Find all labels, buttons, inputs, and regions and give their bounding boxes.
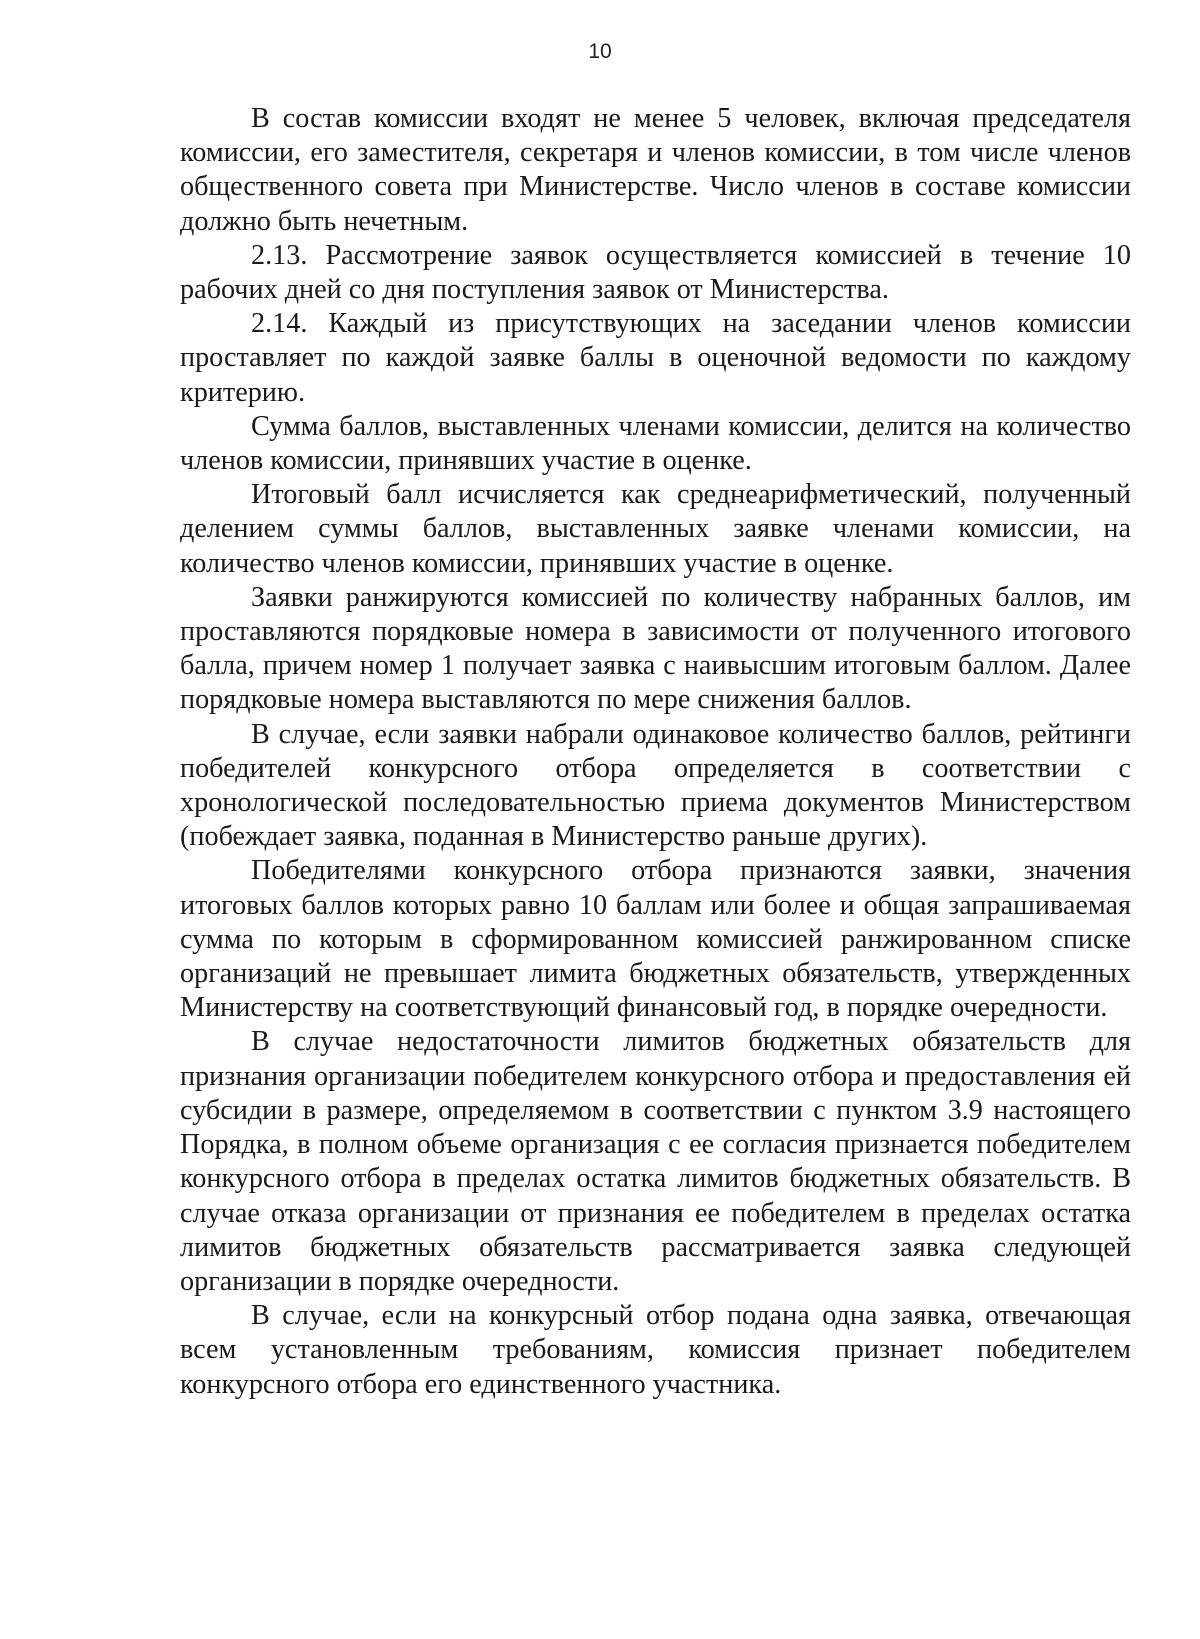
paragraph-2-13: 2.13. Рассмотрение заявок осуществляется комиссией в течение 10 рабочих дней со дня поступления заявок от Министерства. — [180, 239, 1131, 306]
page-number: 10 — [588, 40, 612, 63]
document-body — [180, 102, 1131, 1402]
paragraph-ranking: Заявки ранжируются комиссией по количеству набранных баллов, им проставляются порядковые номера в зависимости от полученного итогового балла, причем номер 1 получает заявка с наивысшим итоговым баллом. Далее порядковые номера выставляются по мере снижения баллов. — [180, 581, 1131, 716]
paragraph-winners: Победителями конкурсного отбора признаются заявки, значения итоговых баллов которых равно 10 баллам или более и общая запрашиваемая сумма по которым в сформированном комиссией ранжированном списке организаций не превышает лимита бюджетных обязательств, утвержденных Министерству на соответствующий финансовый год, в порядке очередности. — [180, 855, 1131, 1024]
paragraph-score-sum: Сумма баллов, выставленных членами комиссии, делится на количество членов комиссии, принявших участие в оценке. — [180, 410, 1131, 477]
paragraph-single-application: В случае, если на конкурсный отбор подана одна заявка, отвечающая всем установленным требованиям, комиссия признает победителем конкурсного отбора его единственного участника. — [180, 1300, 1131, 1400]
paragraph-2-14: 2.14. Каждый из присутствующих на заседании членов комиссии проставляет по каждой заявке баллы в оценочной ведомости по каждому критерию. — [180, 308, 1131, 408]
paragraph-final-score: Итоговый балл исчисляется как среднеарифметический, полученный делением суммы баллов, выставленных заявке членами комиссии, на количество членов комиссии, принявших участие в оценке. — [180, 479, 1131, 579]
paragraph-equal-scores: В случае, если заявки набрали одинаковое количество баллов, рейтинги победителей конкурсного отбора определяется в соответствии с хронологической последовательностью приема документов Министерством (побеждает заявка, поданная в Министерство раньше других). — [180, 718, 1131, 853]
paragraph-insufficient-limits: В случае недостаточности лимитов бюджетных обязательств для признания организации победителем конкурсного отбора и предоставления ей субсидии в размере, определяемом в соответствии с пунктом 3.9 настоящего Порядка, в полном объеме организация с ее согласия признается победителем конкурсного отбора в пределах остатка лимитов бюджетных обязательств. В случае отказа организации от признания ее победителем в пределах остатка лимитов бюджетных обязательств рассматривается заявка следующей организации в порядке очередности. — [180, 1026, 1131, 1297]
paragraph-commission-composition: В состав комиссии входят не менее 5 человек, включая председателя комиссии, его заместителя, секретаря и членов комиссии, в том числе членов общественного совета при Министерстве. Число членов в составе комиссии должно быть нечетным. — [180, 103, 1131, 237]
